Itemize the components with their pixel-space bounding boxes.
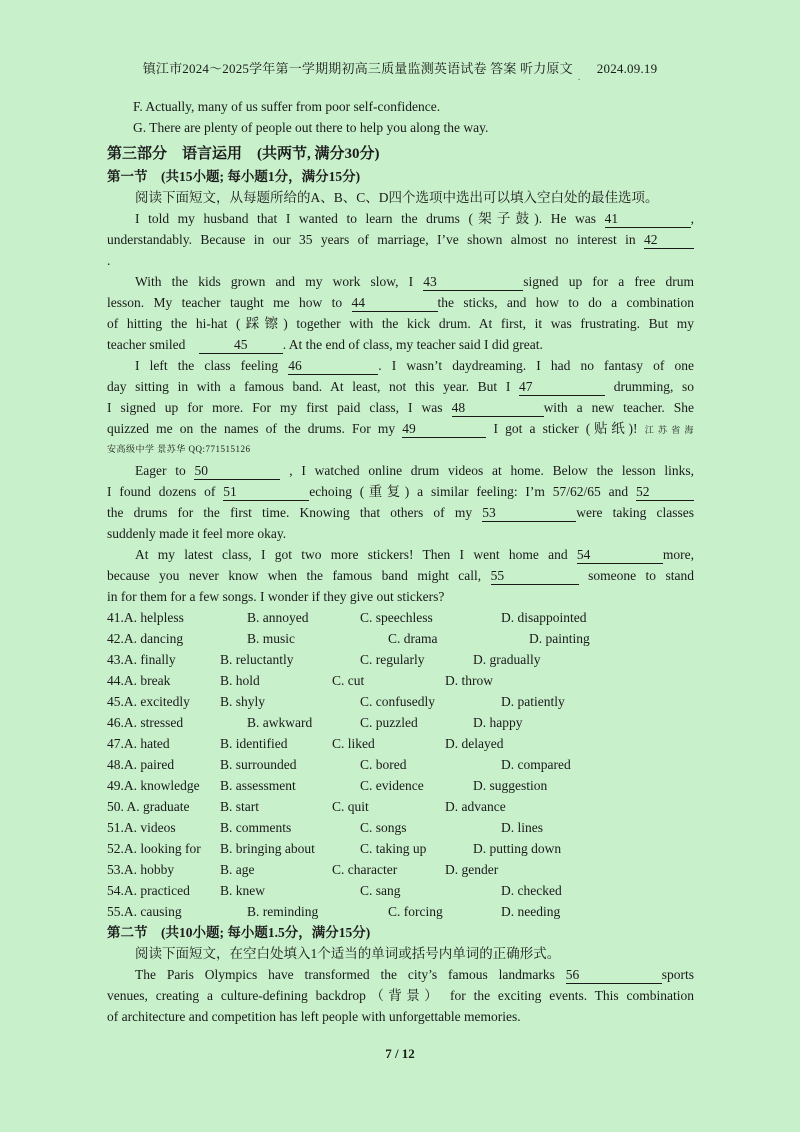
passage-line: venues, creating a culture-defining backdrop（背景） for the exciting events. This combination (107, 988, 694, 1003)
option-row (107, 859, 694, 880)
option-row (107, 649, 694, 670)
option-row (107, 628, 694, 649)
option-c: C. puzzled (360, 715, 418, 730)
blank-44: 44 (352, 295, 438, 312)
option-b: B. surrounded (220, 757, 297, 772)
passage-text: day sitting in with a famous band. At least, not this year. But I (107, 379, 511, 394)
passage-text: . I wasn’t daydreaming. I had no fantasy of one (378, 358, 694, 373)
passage-line (107, 271, 694, 292)
option-row (107, 712, 694, 733)
passage-line (107, 397, 694, 418)
passage-line (107, 292, 694, 313)
section2-title: 第二节 (共10小题; 每小题1.5分，满分15分) (107, 925, 371, 940)
part3-title: 第三部分 语言运用 (共两节, 满分30分) (107, 146, 380, 162)
option-b: B. reluctantly (220, 652, 294, 667)
passage-text: drumming, so (613, 379, 694, 394)
option-a: 50. A. graduate (107, 799, 190, 814)
passage-text: I got a sticker (贴纸)! (493, 421, 638, 436)
option-b: B. hold (220, 673, 260, 688)
option-row (107, 880, 694, 901)
blank-47: 47 (519, 379, 605, 396)
passage-line (107, 502, 694, 523)
option-d: D. checked (501, 883, 562, 898)
passage-text: teacher smiled (107, 337, 186, 352)
passage-line: of hitting the hi-hat (踩镲) together with the kick drum. At first, it was frustrating. But my (107, 316, 694, 331)
passage-line: of architecture and competition has left people with unforgettable memories. (107, 1009, 521, 1024)
passage-text: the drums for the first time. Knowing that others of my (107, 505, 473, 520)
option-c: C. songs (360, 820, 407, 835)
option-d: D. delayed (445, 736, 504, 751)
option-d: D. suggestion (473, 778, 548, 793)
option-c: C. bored (360, 757, 407, 772)
option-d: D. gradually (473, 652, 541, 667)
page-content (107, 96, 694, 1027)
passage-text: were taking classes (576, 505, 694, 520)
blank-53: 53 (482, 505, 576, 522)
passage-line: suddenly made it feel more okay. (107, 526, 287, 541)
option-c: C. cut (332, 673, 365, 688)
option-c: C. drama (388, 631, 438, 646)
option-row (107, 796, 694, 817)
blank-41: 41 (605, 211, 691, 228)
blank-52: 52 (636, 484, 694, 501)
option-b: B. music (247, 631, 296, 646)
passage-text: , (690, 211, 694, 226)
option-a: 48.A. paired (107, 757, 175, 772)
passage-line (107, 544, 694, 565)
passage-line (107, 460, 694, 481)
blank-50: 50 (194, 463, 280, 480)
option-d: D. patiently (501, 694, 565, 709)
page-number: 7 / 12 (385, 1046, 415, 1061)
option-a: 55.A. causing (107, 904, 182, 919)
passage-text: I found dozens of (107, 484, 216, 499)
option-c: C. confusedly (360, 694, 435, 709)
option-b: B. annoyed (247, 610, 309, 625)
passage-text: , I watched online drum videos at home. Below the lesson links, (289, 463, 694, 478)
passage-line (107, 565, 694, 586)
option-row (107, 775, 694, 796)
header-title: 镇江市2024～2025学年第一学期期初高三质量监测英语试卷 答案 听力原文 (142, 61, 573, 76)
option-c: C. quit (332, 799, 369, 814)
blank-55: 55 (491, 568, 579, 585)
option-b: B. awkward (247, 715, 313, 730)
passage-text: with a new teacher. She (543, 400, 694, 415)
option-c: C. speechless (360, 610, 433, 625)
option-c: C. character (332, 862, 398, 877)
passage-text: I left the class feeling (135, 358, 279, 373)
option-d: D. needing (501, 904, 561, 919)
option-row (107, 901, 694, 922)
passage-text: The Paris Olympics have transformed the city’s famous landmarks (135, 967, 555, 982)
intro-line-f: F. Actually, many of us suffer from poor self-confidence. (133, 99, 441, 114)
option-row (107, 733, 694, 754)
option-d: D. happy (473, 715, 523, 730)
passage-text: quizzed me on the names of the drums. For my (107, 421, 396, 436)
option-d: D. lines (501, 820, 543, 835)
option-d: D. putting down (473, 841, 562, 856)
option-a: 44.A. break (107, 673, 171, 688)
blank-43: 43 (423, 274, 523, 291)
option-a: 45.A. excitedly (107, 694, 190, 709)
passage-line (107, 418, 694, 439)
option-row (107, 838, 694, 859)
option-d: D. throw (445, 673, 493, 688)
option-b: B. shyly (220, 694, 266, 709)
blank-48: 48 (452, 400, 544, 417)
passage-text: the sticks, and how to do a combination (437, 295, 694, 310)
passage-line: . (107, 253, 111, 268)
blank-46: 46 (288, 358, 378, 375)
option-a: 51.A. videos (107, 820, 176, 835)
passage-text: Eager to (135, 463, 186, 478)
option-d: D. advance (445, 799, 506, 814)
option-b: B. start (220, 799, 259, 814)
passage-line (107, 481, 694, 502)
option-b: B. age (220, 862, 255, 877)
passage-text: understandably. Because in our 35 years of marriage, I’ve shown almost no interest in (107, 232, 636, 247)
passage-text: signed up for a free drum (523, 274, 694, 289)
header-date: 2024.09.19 (596, 61, 658, 76)
passage-text: more, (662, 547, 694, 562)
passage-text: someone to stand (588, 568, 694, 583)
passage-text: . At the end of class, my teacher said I did great. (282, 337, 543, 352)
option-c: C. forcing (388, 904, 443, 919)
passage-text: With the kids grown and my work slow, I (135, 274, 414, 289)
passage-text: sports (661, 967, 694, 982)
passage-line (107, 355, 694, 376)
blank-45: 45 (199, 337, 283, 354)
option-b: B. identified (220, 736, 288, 751)
passage-line (107, 334, 694, 355)
option-a: 54.A. practiced (107, 883, 190, 898)
option-a: 43.A. finally (107, 652, 176, 667)
option-a: 42.A. dancing (107, 631, 184, 646)
passage-text: I told my husband that I wanted to learn the drums (架子鼓). He was (135, 211, 597, 226)
passage-text: lesson. My teacher taught me how to (107, 295, 343, 310)
option-c: C. liked (332, 736, 375, 751)
passage-text: I signed up for more. For my first paid class, I was (107, 400, 443, 415)
option-row (107, 754, 694, 775)
passage-line (107, 208, 694, 229)
passage-text: At my latest class, I got two more stickers! Then I went home and (135, 547, 568, 562)
section1-title: 第一节 (共15小题; 每小题1分，满分15分) (107, 169, 361, 184)
option-a: 49.A. knowledge (107, 778, 200, 793)
blank-42: 42 (644, 232, 694, 249)
blank-56: 56 (566, 967, 662, 984)
blank-54: 54 (577, 547, 663, 564)
option-c: C. taking up (360, 841, 427, 856)
passage-line (107, 376, 694, 397)
section2-instruction: 阅读下面短文，在空白处填入1个适当的单词或括号内单词的正确形式。 (135, 946, 561, 961)
passage-text: echoing (重复) a similar feeling: I’m 57/62/65 and (309, 484, 629, 499)
option-b: B. assessment (220, 778, 296, 793)
option-a: 41.A. helpless (107, 610, 184, 625)
page-header (0, 58, 800, 77)
option-row (107, 691, 694, 712)
option-c: C. evidence (360, 778, 424, 793)
option-row (107, 670, 694, 691)
blank-51: 51 (223, 484, 309, 501)
option-b: B. comments (220, 820, 292, 835)
passage-line: in for them for a few songs. I wonder if they give out stickers? (107, 589, 445, 604)
option-c: C. regularly (360, 652, 425, 667)
option-d: D. painting (529, 631, 590, 646)
option-a: 46.A. stressed (107, 715, 184, 730)
watermark-line: 安高级中学 景苏华 QQ:771515126 (107, 444, 251, 454)
header-dot: . (578, 72, 581, 82)
watermark-text: 江苏省海 (644, 425, 694, 435)
passage-line (107, 229, 694, 250)
option-row (107, 607, 694, 628)
option-c: C. sang (360, 883, 401, 898)
intro-line-g: G. There are plenty of people out there to help you along the way. (133, 120, 489, 135)
option-d: D. gender (445, 862, 499, 877)
passage-line (107, 964, 694, 985)
passage-text: because you never know when the famous band might call, (107, 568, 482, 583)
option-a: 52.A. looking for (107, 841, 201, 856)
option-d: D. disappointed (501, 610, 587, 625)
option-d: D. compared (501, 757, 571, 772)
option-b: B. bringing about (220, 841, 315, 856)
option-b: B. reminding (247, 904, 319, 919)
option-a: 53.A. hobby (107, 862, 175, 877)
blank-49: 49 (402, 421, 486, 438)
option-row (107, 817, 694, 838)
option-a: 47.A. hated (107, 736, 170, 751)
section1-instruction: 阅读下面短文，从每题所给的A、B、C、D四个选项中选出可以填入空白处的最佳选项。 (135, 190, 659, 205)
option-b: B. knew (220, 883, 265, 898)
